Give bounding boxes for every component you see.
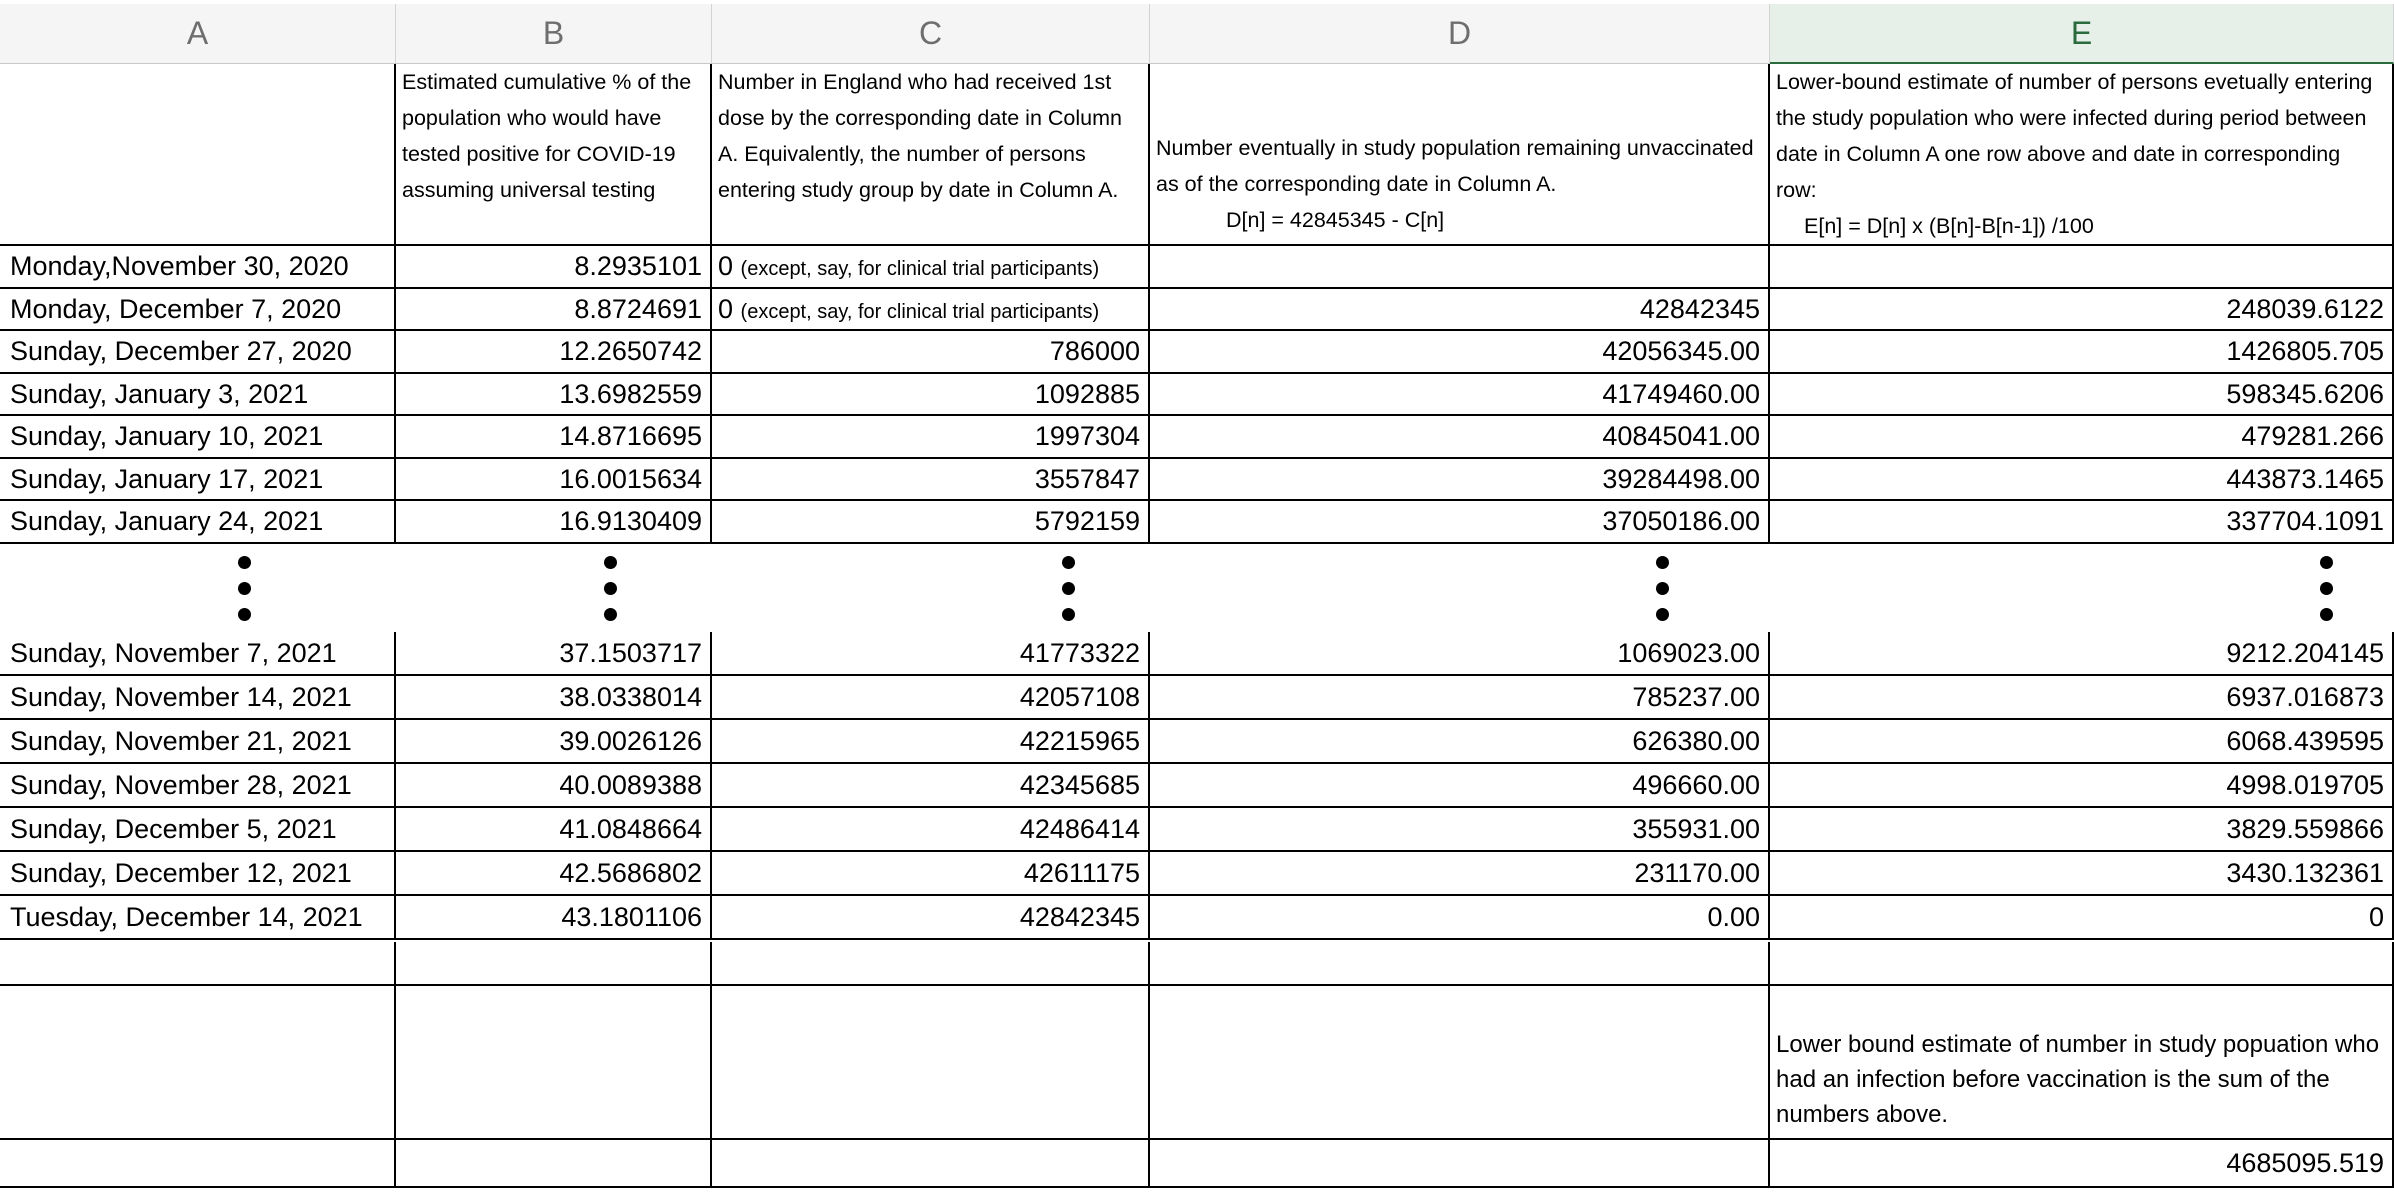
- cell-value: 12.2650742: [559, 336, 702, 366]
- cell-value: 42842345: [1639, 293, 1760, 324]
- cell-a[interactable]: [0, 246, 396, 289]
- cell-value: 42611175: [1023, 858, 1140, 888]
- cell-c[interactable]: [712, 764, 1150, 808]
- cell-c[interactable]: [712, 632, 1150, 676]
- cell-d[interactable]: [1150, 720, 1770, 764]
- table-row: [0, 374, 2394, 417]
- cell-value: 443873.1465: [2226, 463, 2384, 494]
- cell-e[interactable]: [1770, 676, 2394, 720]
- zero-value: 0: [718, 293, 741, 324]
- cell-b[interactable]: [396, 808, 712, 852]
- table-row: [0, 632, 2394, 676]
- cell-c[interactable]: [712, 289, 1150, 332]
- cell-empty[interactable]: [1150, 1140, 1770, 1188]
- cell-value: 1069023.00: [1617, 638, 1760, 668]
- cell-e[interactable]: [1770, 331, 2394, 374]
- cell-e[interactable]: [1770, 808, 2394, 852]
- cell-e[interactable]: [1770, 720, 2394, 764]
- cell-value: 41773322: [1019, 638, 1140, 668]
- column-header-a[interactable]: A: [0, 4, 396, 64]
- sum-note-text: Lower bound estimate of number in study popuation who had an infection before vaccination is the sum of the numbers above.: [1776, 1031, 2380, 1128]
- clinical-trial-note: (except, say, for clinical trial participants): [740, 300, 1100, 323]
- cell-c[interactable]: [712, 246, 1150, 289]
- cell-value: 6937.016873: [2226, 682, 2384, 712]
- cell-a[interactable]: [0, 676, 396, 720]
- cell-value: 43.1801106: [561, 902, 702, 932]
- cell-value: 626380.00: [1632, 726, 1760, 756]
- cell-value: Sunday, January 24, 2021: [10, 506, 324, 536]
- cell-c[interactable]: [712, 416, 1150, 459]
- cell-c[interactable]: [712, 459, 1150, 502]
- cell-e[interactable]: [1770, 501, 2394, 544]
- cell-value: 39284498.00: [1602, 463, 1760, 494]
- cell-c[interactable]: [712, 676, 1150, 720]
- cell-value: Sunday, January 3, 2021: [10, 378, 309, 409]
- cell-value: 16.0015634: [559, 463, 702, 494]
- cell-value: 41749460.00: [1602, 378, 1760, 409]
- cell-a[interactable]: [0, 416, 396, 459]
- cell-value: Sunday, November 7, 2021: [10, 638, 337, 668]
- cell-b[interactable]: [396, 289, 712, 332]
- cell-value: 42057108: [1019, 682, 1140, 712]
- cell-value: 496660.00: [1632, 770, 1760, 800]
- cell-e[interactable]: [1770, 246, 2394, 289]
- cell-a[interactable]: [0, 896, 396, 940]
- table-row: [0, 331, 2394, 374]
- cell-value: 3430.132361: [2226, 858, 2384, 888]
- cell-c-header[interactable]: [712, 64, 1150, 246]
- cell-b[interactable]: [396, 374, 712, 417]
- cell-a[interactable]: [0, 764, 396, 808]
- cell-empty[interactable]: [1150, 986, 1770, 1140]
- total-row: [0, 1140, 2394, 1188]
- cell-value: 0: [2368, 902, 2384, 932]
- table-row: [0, 896, 2394, 940]
- cell-value: 1426805.705: [2226, 336, 2384, 366]
- cell-a[interactable]: [0, 459, 396, 502]
- cell-value: 786000: [1049, 336, 1140, 366]
- cell-a[interactable]: [0, 289, 396, 332]
- cell-value: 8.2935101: [574, 251, 702, 281]
- table-row: [0, 246, 2394, 289]
- cell-value: 42486414: [1019, 814, 1140, 844]
- cell-value: 9212.204145: [2226, 638, 2384, 668]
- table-row: [0, 720, 2394, 764]
- cell-d[interactable]: [1150, 459, 1770, 502]
- cell-d[interactable]: [1150, 632, 1770, 676]
- cell-empty[interactable]: [0, 942, 396, 986]
- cell-value: 248039.6122: [2226, 293, 2384, 324]
- cell-d[interactable]: [1150, 501, 1770, 544]
- cell-value: 42215965: [1019, 726, 1140, 756]
- cell-e[interactable]: [1770, 289, 2394, 332]
- table-row: [0, 852, 2394, 896]
- table-row: [0, 676, 2394, 720]
- cell-e[interactable]: [1770, 632, 2394, 676]
- cell-value: 355931.00: [1632, 814, 1760, 844]
- table-row: [0, 289, 2394, 332]
- clinical-trial-note: (except, say, for clinical trial participants): [740, 258, 1100, 280]
- cell-c[interactable]: [712, 808, 1150, 852]
- cell-value: Sunday, December 5, 2021: [10, 814, 337, 844]
- cell-c[interactable]: [712, 852, 1150, 896]
- note-row: [0, 986, 2394, 1140]
- cell-e-header[interactable]: [1770, 64, 2394, 246]
- cell-value: 38.0338014: [559, 682, 702, 712]
- cell-value: 8.8724691: [574, 293, 702, 324]
- cell-b[interactable]: [396, 764, 712, 808]
- cell-c[interactable]: [712, 331, 1150, 374]
- cell-value: Monday,November 30, 2020: [10, 251, 349, 281]
- cell-c[interactable]: [712, 896, 1150, 940]
- cell-empty[interactable]: [712, 1140, 1150, 1188]
- cell-e-total[interactable]: [1770, 1140, 2394, 1188]
- cell-c[interactable]: [712, 374, 1150, 417]
- cell-d[interactable]: [1150, 808, 1770, 852]
- cell-e[interactable]: [1770, 852, 2394, 896]
- cell-b[interactable]: [396, 896, 712, 940]
- cell-value: Sunday, November 14, 2021: [10, 682, 352, 712]
- cell-d[interactable]: [1150, 852, 1770, 896]
- cell-empty[interactable]: [396, 942, 712, 986]
- cell-value: 39.0026126: [559, 726, 702, 756]
- column-header-b[interactable]: B: [396, 4, 712, 64]
- cell-value: 40.0089388: [559, 770, 702, 800]
- cell-a[interactable]: [0, 808, 396, 852]
- cell-e[interactable]: [1770, 374, 2394, 417]
- cell-value: 40845041.00: [1602, 421, 1760, 451]
- cell-b[interactable]: [396, 331, 712, 374]
- cell-value: Tuesday, December 14, 2021: [10, 902, 363, 932]
- ellipsis-icon: [1062, 556, 1075, 621]
- cell-b[interactable]: [396, 720, 712, 764]
- cell-d[interactable]: [1150, 764, 1770, 808]
- table-row: [0, 416, 2394, 459]
- cell-empty[interactable]: [0, 986, 396, 1140]
- zero-value: 0: [718, 251, 741, 281]
- cell-value: 42345685: [1019, 770, 1140, 800]
- cell-empty[interactable]: [1150, 942, 1770, 986]
- cell-value: 1997304: [1034, 421, 1140, 451]
- cell-b[interactable]: [396, 416, 712, 459]
- cell-value: 6068.439595: [2226, 726, 2384, 756]
- cell-value: 16.9130409: [559, 506, 702, 536]
- header-e-formula: E[n] = D[n] x (B[n]-B[n-1]) /100: [1804, 214, 2094, 238]
- column-header-c[interactable]: C: [712, 4, 1150, 64]
- cell-a[interactable]: [0, 374, 396, 417]
- cell-e-note[interactable]: [1770, 986, 2394, 1140]
- header-d-text: Number eventually in study population remaining unvaccinated as of the corresponding date in Column A.: [1156, 136, 1754, 196]
- cell-d-header[interactable]: [1150, 64, 1770, 246]
- header-b-text: Estimated cumulative % of the population who would have tested positive for COVID-19 assuming universal testing: [402, 70, 692, 202]
- cell-empty[interactable]: [1770, 942, 2394, 986]
- cell-value: 337704.1091: [2226, 506, 2384, 536]
- cell-e[interactable]: [1770, 459, 2394, 502]
- header-d-formula: D[n] = 42845345 - C[n]: [1226, 208, 1445, 232]
- cell-value: 598345.6206: [2226, 378, 2384, 409]
- cell-empty[interactable]: [712, 986, 1150, 1140]
- cell-value: 37.1503717: [559, 638, 702, 668]
- cell-a[interactable]: [0, 331, 396, 374]
- cell-value: 785237.00: [1632, 682, 1760, 712]
- ellipsis-icon: [604, 556, 617, 621]
- cell-value: 3557847: [1034, 463, 1140, 494]
- cell-a[interactable]: [0, 720, 396, 764]
- cell-value: Sunday, December 12, 2021: [10, 858, 352, 888]
- cell-value: 42842345: [1019, 902, 1140, 932]
- cell-value: 41.0848664: [559, 814, 702, 844]
- ellipsis-icon: [1656, 556, 1669, 621]
- cell-value: 231170.00: [1634, 858, 1760, 888]
- column-header-e[interactable]: E: [1770, 4, 2394, 64]
- ellipsis-row: [0, 544, 2394, 632]
- cell-d[interactable]: [1150, 676, 1770, 720]
- cell-value: 1092885: [1034, 378, 1140, 409]
- cell-e[interactable]: [1770, 764, 2394, 808]
- cell-b[interactable]: [396, 676, 712, 720]
- empty-row: [0, 942, 2394, 986]
- column-header-d[interactable]: D: [1150, 4, 1770, 64]
- cell-d[interactable]: [1150, 374, 1770, 417]
- cell-empty[interactable]: [396, 1140, 712, 1188]
- cell-b[interactable]: [396, 459, 712, 502]
- header-row: [0, 64, 2394, 246]
- cell-value: 0.00: [1707, 902, 1760, 932]
- cell-a[interactable]: [0, 852, 396, 896]
- ellipsis-icon: [2320, 556, 2333, 621]
- cell-e[interactable]: [1770, 896, 2394, 940]
- cell-value: 4998.019705: [2226, 770, 2384, 800]
- cell-c[interactable]: [712, 501, 1150, 544]
- cell-b[interactable]: [396, 501, 712, 544]
- cell-value: 13.6982559: [559, 378, 702, 409]
- cell-d[interactable]: [1150, 896, 1770, 940]
- table-row: [0, 808, 2394, 852]
- cell-value: 5792159: [1034, 506, 1140, 536]
- cell-value: 479281.266: [2241, 421, 2384, 451]
- cell-value: Sunday, January 17, 2021: [10, 463, 324, 494]
- cell-value: 14.8716695: [559, 421, 702, 451]
- cell-c[interactable]: [712, 720, 1150, 764]
- cell-b[interactable]: [396, 632, 712, 676]
- cell-empty[interactable]: [0, 1140, 396, 1188]
- table-row: [0, 764, 2394, 808]
- cell-value: 42.5686802: [559, 858, 702, 888]
- cell-d[interactable]: [1150, 416, 1770, 459]
- cell-a[interactable]: [0, 632, 396, 676]
- cell-value: 42056345.00: [1602, 336, 1760, 366]
- cell-d[interactable]: [1150, 331, 1770, 374]
- cell-b-header[interactable]: [396, 64, 712, 246]
- cell-value: Sunday, November 21, 2021: [10, 726, 352, 756]
- header-c-text: Number in England who had received 1st dose by the corresponding date in Column A. Equivalently, the number of persons entering study group by date in Column A.: [718, 70, 1122, 202]
- cell-d[interactable]: [1150, 289, 1770, 332]
- cell-e[interactable]: [1770, 416, 2394, 459]
- cell-b[interactable]: [396, 852, 712, 896]
- cell-value: Sunday, January 10, 2021: [10, 421, 324, 451]
- cell-a-header[interactable]: [0, 64, 396, 246]
- cell-empty[interactable]: [712, 942, 1150, 986]
- ellipsis-icon: [238, 556, 251, 621]
- header-e-text: Lower-bound estimate of number of persons evetually entering the study population who were infected during period between date in Column A one row above and date in corresponding row:: [1776, 70, 2373, 202]
- cell-empty[interactable]: [396, 986, 712, 1140]
- cell-d[interactable]: [1150, 246, 1770, 289]
- cell-value: Sunday, November 28, 2021: [10, 770, 352, 800]
- total-value: 4685095.519: [2226, 1148, 2384, 1178]
- cell-value: 3829.559866: [2226, 814, 2384, 844]
- cell-a[interactable]: [0, 501, 396, 544]
- cell-value: Monday, December 7, 2020: [10, 293, 342, 324]
- cell-value: Sunday, December 27, 2020: [10, 336, 352, 366]
- cell-b[interactable]: [396, 246, 712, 289]
- table-row: [0, 459, 2394, 502]
- table-row: [0, 501, 2394, 544]
- cell-value: 37050186.00: [1602, 506, 1760, 536]
